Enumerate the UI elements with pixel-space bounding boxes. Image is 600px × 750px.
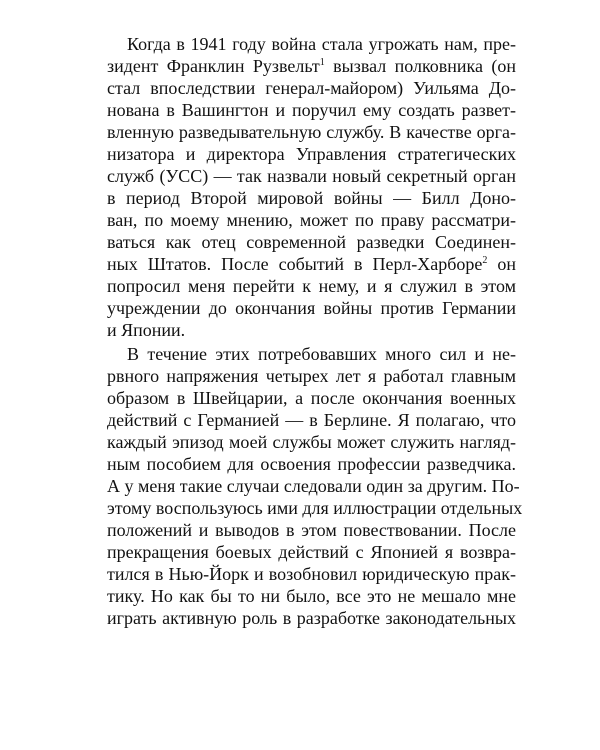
text-line: в период Второй мировой войны — Билл Доно- [107, 188, 516, 208]
text-line: ваться как отец современной разведки Соединен- [107, 232, 516, 252]
text-line: этому воспользуюсь ими для иллюстрации отдельных [107, 498, 523, 518]
text-line: зидент Франклин Рузвельт$^1$ вызвал полковника (он [107, 56, 516, 76]
text-line: прекращения боевых действий с Японией я возвра- [107, 542, 516, 562]
footnote-ref: 2 [482, 255, 488, 266]
text-line: низатора и директора Управления стратегических [107, 144, 516, 164]
text-line: учреждении до окончания войны против Германии [107, 298, 516, 318]
text-line: образом в Швейцарии, а после окончания военных [107, 388, 516, 408]
text-line: служб (УСС) — так назвали новый секретный орган [107, 166, 516, 186]
text-line: действий с Германией — в Берлине. Я полагаю, что [107, 410, 516, 430]
text-line: стал впоследствии генерал-майором) Уильяма До- [107, 78, 516, 98]
text-line: тился в Нью-Йорк и возобновил юридическую прак- [107, 564, 516, 584]
text-line: Когда в 1941 году война стала угрожать нам, пре- [127, 34, 516, 54]
footnote-ref: 1 [319, 57, 325, 68]
text-line: В течение этих потребовавших много сил и не- [127, 344, 516, 364]
text-line: играть активную роль в разработке законодательных [107, 608, 516, 628]
text-line: ным пособием для освоения профессии разведчика. [107, 454, 516, 474]
text-line: нована в Вашингтон и поручил ему создать развет- [107, 100, 516, 120]
text-line: А у меня такие случаи следовали один за другим. По- [107, 476, 520, 496]
text-line: рвного напряжения четырех лет я работал главным [107, 366, 516, 386]
text-line: попросил меня перейти к нему, и я служил в этом [107, 276, 516, 296]
text-line: и Японии. [107, 320, 186, 340]
text-line: вленную разведывательную службу. В качестве орга- [107, 122, 516, 142]
text-line: положений и выводов в этом повествовании. После [107, 520, 516, 540]
text-line: ван, по моему мнению, может по праву рассматри- [107, 210, 516, 230]
text-line: каждый эпизод моей службы может служить нагляд- [107, 432, 516, 452]
text-line: ных Штатов. После событий в Перл-Харборе$^2$ он [107, 254, 516, 274]
text-line: тику. Но как бы то ни было, все это не мешало мне [107, 586, 516, 606]
